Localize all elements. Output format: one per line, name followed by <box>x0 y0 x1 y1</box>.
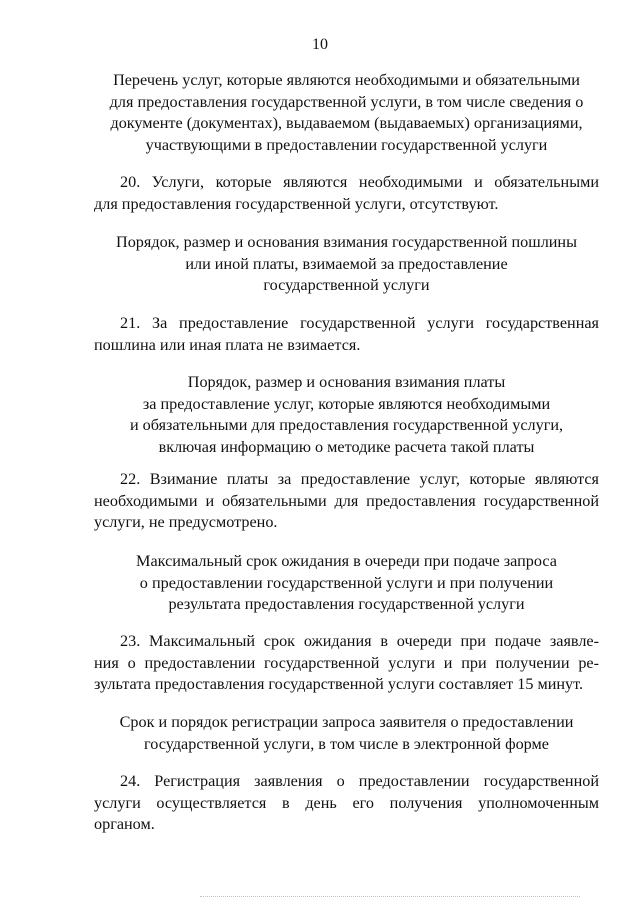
paragraph-22 <box>94 469 599 534</box>
paragraph-line: услуги осуществляется в день его получения уполномоченным <box>94 793 599 812</box>
heading-line: участвующими в предоставлении государственной услуги <box>145 135 548 154</box>
paragraph-line: для предоставления государственной услуги, отсутствуют. <box>94 194 499 213</box>
paragraph-line: 23. Максимальный срок ожидания в очереди при подаче заявле- <box>120 632 599 650</box>
paragraph-23 <box>94 631 599 696</box>
paragraph-21 <box>94 313 599 356</box>
paragraph-line: 21. За предоставление государственной услуги государственная <box>120 314 599 332</box>
section-heading-registration <box>94 712 599 755</box>
heading-line: результата предоставления государственной услуги <box>168 595 525 613</box>
paragraph-line: необходимыми и обязательными для предоставления государственной <box>94 491 599 510</box>
heading-line: Максимальный срок ожидания в очереди при подаче запроса <box>136 552 557 570</box>
paragraph-line: органом. <box>94 815 155 833</box>
heading-line: Порядок, размер и основания взимания государственной пошлины <box>116 233 577 251</box>
paragraph-line: зультата предоставления государственной услуги составляет 15 минут. <box>94 675 584 693</box>
heading-line: государственной услуги <box>263 276 430 294</box>
paragraph-24 <box>94 771 599 836</box>
heading-line: Порядок, размер и основания взимания платы <box>187 373 506 391</box>
scan-artifact-dots <box>200 896 580 897</box>
paragraph-line: пошлина или иная плата не взимается. <box>94 335 361 354</box>
paragraph-20 <box>94 172 599 215</box>
heading-line: о предоставлении государственной услуги и при получении <box>139 573 554 592</box>
paragraph-line: 22. Взимание платы за предоставление услуг, которые являются <box>120 470 599 488</box>
section-heading-fee-procedure <box>94 372 599 458</box>
page-number: 10 <box>312 36 328 53</box>
heading-line: или иной платы, взимаемой за предоставление <box>185 254 508 273</box>
heading-line: за предоставление услуг, которые являются необходимыми <box>142 394 551 413</box>
heading-line: включая информацию о методике расчета такой платы <box>158 437 535 456</box>
heading-line: для предоставления государственной услуги, в том числе сведения о <box>109 92 584 111</box>
section-heading-waiting-time <box>94 551 599 616</box>
heading-line: документе (документах), выдаваемом (выдаваемых) организациями, <box>110 114 583 132</box>
heading-line: Перечень услуг, которые являются необходимыми и обязательными <box>113 71 580 89</box>
paragraph-line: ния о предоставлении государственной услуги и при получении ре- <box>94 653 599 672</box>
heading-line: Срок и порядок регистрации запроса заявителя о предоставлении <box>119 713 574 731</box>
section-heading-state-fee <box>94 232 599 297</box>
paragraph-line: 20. Услуги, которые являются необходимыми и обязательными <box>120 173 599 191</box>
heading-line: и обязательными для предоставления государственной услуги, <box>129 416 564 434</box>
paragraph-line: 24. Регистрация заявления о предоставлении государственной <box>120 772 599 790</box>
section-heading-services-list <box>94 70 599 156</box>
heading-line: государственной услуги, в том числе в электронной форме <box>144 734 549 753</box>
paragraph-line: услуги, не предусмотрено. <box>94 513 278 531</box>
